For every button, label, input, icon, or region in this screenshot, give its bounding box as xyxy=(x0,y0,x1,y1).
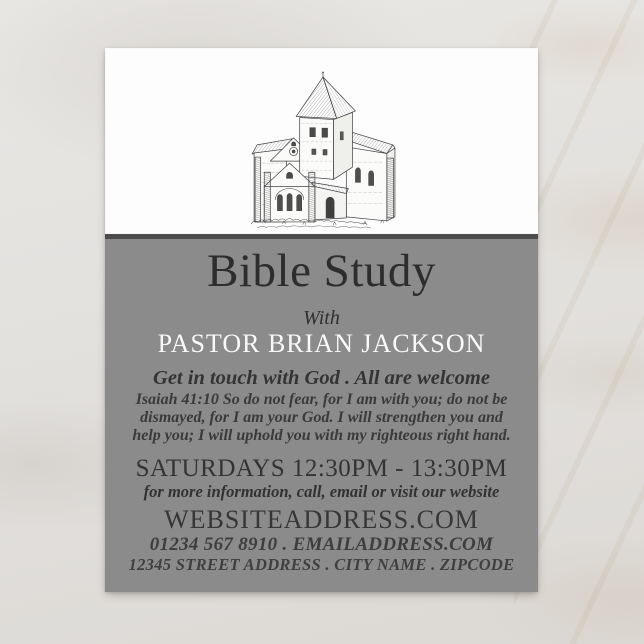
website-line: WEBSITEADDRESS.COM xyxy=(164,505,479,534)
flyer-gray-panel xyxy=(105,234,538,592)
schedule-line: SATURDAYS 12:30PM - 13:30PM xyxy=(135,455,508,482)
flyer-title: Bible Study xyxy=(207,245,436,297)
with-label: With xyxy=(303,307,340,329)
flyer-top-white xyxy=(105,48,538,234)
tagline: Get in touch with God . All are welcome xyxy=(153,367,490,389)
contact-line: 01234 567 8910 . EMAILADDRESS.COM xyxy=(149,534,494,555)
pastor-name: PASTOR BRIAN JACKSON xyxy=(157,329,486,358)
flyer-card xyxy=(105,48,538,592)
verse-line: help you; I will uphold you with my righteous right hand. xyxy=(132,427,511,444)
verse-text xyxy=(105,391,538,445)
verse-line: Isaiah 41:10 So do not fear, for I am with you; do not be xyxy=(135,391,508,408)
church-illustration-icon xyxy=(247,70,399,234)
info-line: for more information, call, email or visit our website xyxy=(143,482,500,501)
verse-line: dismayed, for I am your God. I will strengthen you and xyxy=(140,409,503,426)
address-line: 12345 STREET ADDRESS . CITY NAME . ZIPCODE xyxy=(128,555,515,574)
